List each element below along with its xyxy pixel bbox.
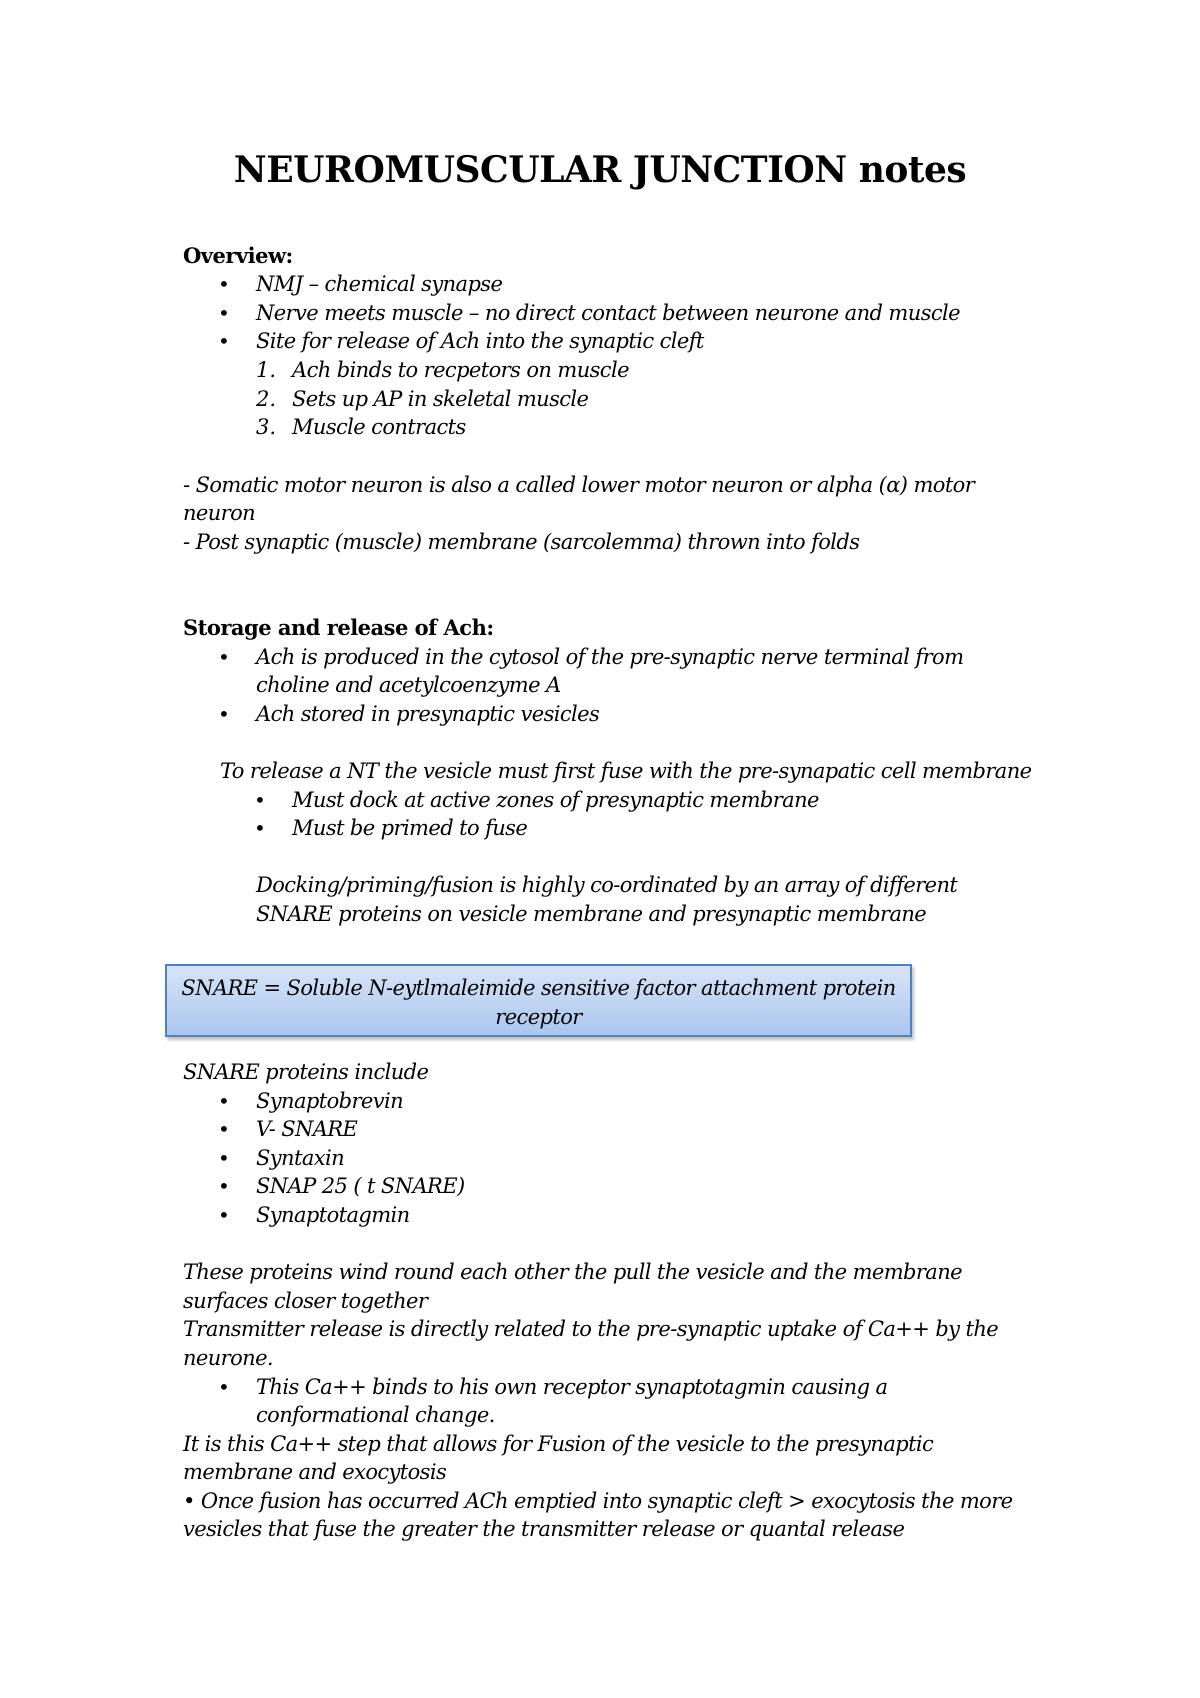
step-number: 3. [256,415,277,439]
step-number: 1. [256,358,277,382]
bullet-icon: • [218,1375,230,1399]
closing-text: It is this Ca++ step that allows for Fusion of the vesicle to the presynaptic [183,1432,934,1456]
storage-bullet: Ach is produced in the cytosol of the pre-synaptic nerve terminal from [256,645,964,669]
docking-text: Docking/priming/fusion is highly co-ordinated by an array of different [256,873,958,897]
bullet-icon: • [218,1146,230,1170]
bullet-icon: • [218,1203,230,1227]
overview-note: neuron [183,501,256,525]
snare-protein-item: Synaptobrevin [256,1089,404,1113]
overview-bullet: NMJ – chemical synapse [256,272,503,296]
step-text: Sets up AP in skeletal muscle [292,387,589,411]
step-text: Muscle contracts [292,415,466,439]
closing-text: These proteins wind round each other the pull the vesicle and the membrane [183,1260,962,1284]
snare-proteins-intro: SNARE proteins include [183,1060,429,1084]
snare-protein-item: SNAP 25 ( t SNARE) [256,1174,465,1198]
snare-protein-item: Synaptotagmin [256,1203,410,1227]
bullet-icon: • [218,329,230,353]
docking-text: SNARE proteins on vesicle membrane and presynaptic membrane [256,902,927,926]
page-title: NEUROMUSCULAR JUNCTION notes [233,149,967,191]
bullet-icon: • [218,301,230,325]
closing-bullet: This Ca++ binds to his own receptor synaptotagmin causing a [256,1375,888,1399]
step-text: Ach binds to recpetors on muscle [292,358,629,382]
step-number: 2. [256,387,277,411]
closing-text: surfaces closer together [183,1289,428,1313]
overview-note: - Somatic motor neuron is also a called lower motor neuron or alpha (α) motor [183,473,975,497]
overview-bullet: Site for release of Ach into the synaptic cleft [256,329,704,353]
bullet-icon: • [254,788,266,812]
snare-definition-line: receptor [495,1005,582,1029]
bullet-icon: • [218,1174,230,1198]
closing-text: vesicles that fuse the greater the transmitter release or quantal release [183,1517,905,1541]
storage-bullet-continuation: choline and acetylcoenzyme A [256,673,561,697]
release-bullet: Must dock at active zones of presynaptic membrane [292,788,819,812]
bullet-icon: • [218,1117,230,1141]
snare-definition-line: SNARE = Soluble N-eytlmaleimide sensitive factor attachment protein [181,976,896,1000]
bullet-icon: • [218,1089,230,1113]
closing-text: • Once fusion has occurred ACh emptied into synaptic cleft > exocytosis the more [183,1489,1013,1513]
snare-definition-box [165,964,912,1037]
storage-heading: Storage and release of Ach: [183,615,494,640]
release-intro: To release a NT the vesicle must first fuse with the pre-synapatic cell membrane [220,759,1032,783]
closing-text: Transmitter release is directly related to the pre-synaptic uptake of Ca++ by the [183,1317,999,1341]
storage-bullet: Ach stored in presynaptic vesicles [256,702,600,726]
bullet-icon: • [218,702,230,726]
snare-protein-item: Syntaxin [256,1146,345,1170]
overview-bullet: Nerve meets muscle – no direct contact between neurone and muscle [256,301,960,325]
closing-text: neurone. [183,1346,273,1370]
snare-protein-item: V- SNARE [256,1117,358,1141]
overview-heading: Overview: [183,243,293,268]
overview-note: - Post synaptic (muscle) membrane (sarcolemma) thrown into folds [183,530,860,554]
bullet-icon: • [218,645,230,669]
bullet-icon: • [218,272,230,296]
release-bullet: Must be primed to fuse [292,816,528,840]
bullet-icon: • [254,816,266,840]
closing-bullet-continuation: conformational change. [256,1403,495,1427]
closing-text: membrane and exocytosis [183,1460,447,1484]
